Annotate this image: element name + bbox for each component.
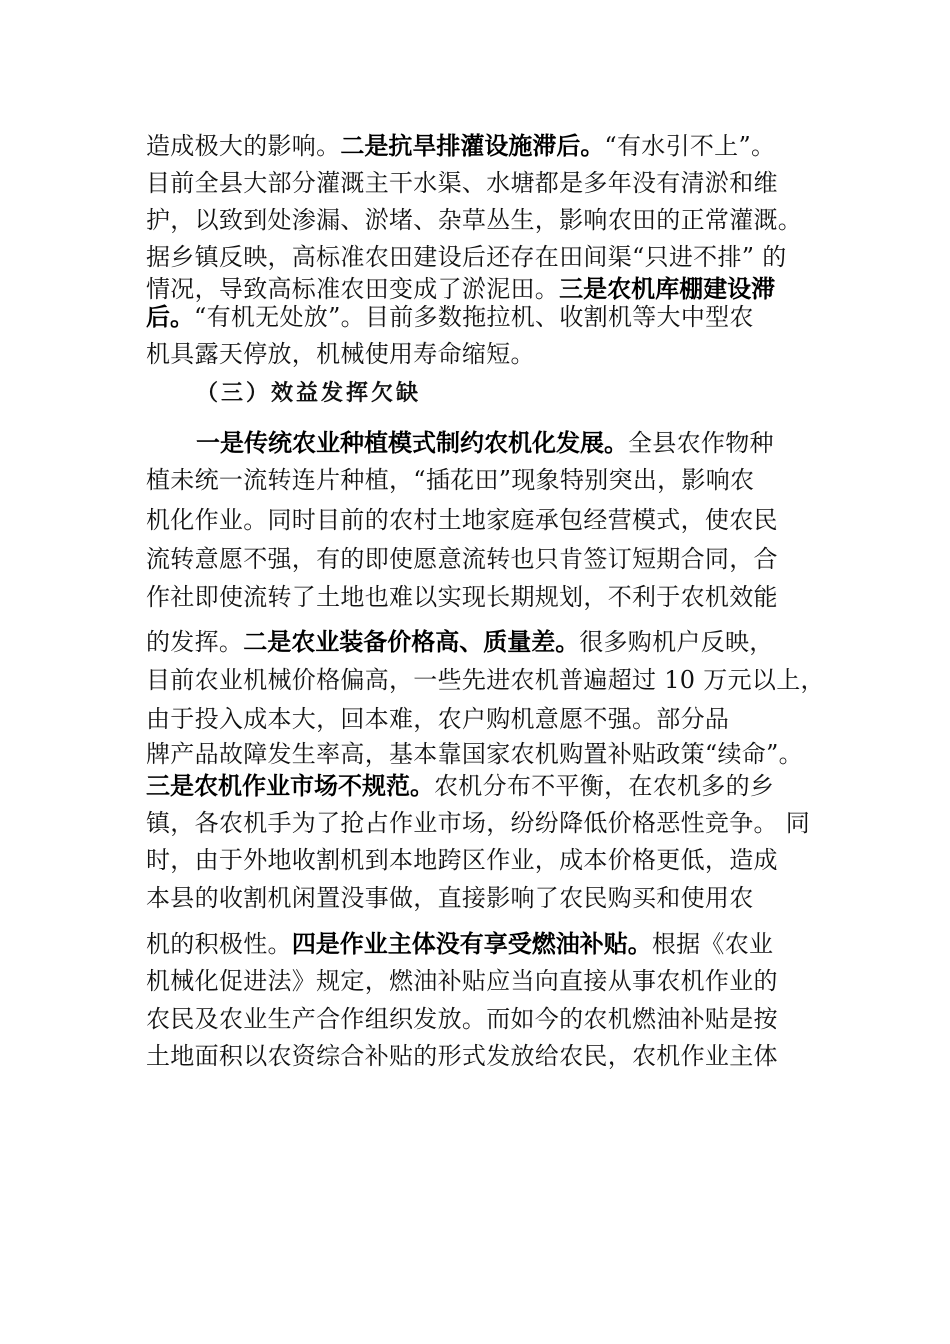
text-line: 机具露天停放，机械使用寿命缩短。 <box>146 340 535 368</box>
text-run: 造成极大的影响。 <box>146 132 341 160</box>
text-line: 镇，各农机手为了抢占作业市场，纷纷降低价格恶性竞争。 同 <box>146 809 811 837</box>
text-line: 牌产品故障发生率高，基本靠国家农机购置补贴政策“续命”。 <box>146 740 803 768</box>
text-line <box>146 302 754 332</box>
text-line: 据乡镇反映，高标准农田建设后还存在田间渠“只进不排” 的 <box>146 243 787 271</box>
text-line <box>146 929 773 959</box>
text-run: 机的积极性。 <box>146 930 292 958</box>
text-line <box>146 274 775 304</box>
text-line: 作社即使流转了土地也难以实现长期规划，不利于农机效能 <box>146 583 778 611</box>
bold-subheading: 二是抗旱排灌设施滞后。 <box>340 132 605 160</box>
text-run: 的发挥。 <box>146 628 244 656</box>
text-line: 目前农业机械价格偏高，一些先进农机普遍超过 10 万元以上， <box>146 666 825 694</box>
text-line: 土地面积以农资综合补贴的形式发放给农民，农机作业主体 <box>146 1042 778 1070</box>
bold-subheading: 三是农机库棚建设滞 <box>559 275 776 303</box>
bold-subheading: 三是农机作业市场不规范。 <box>146 772 434 800</box>
text-run: 很多购机户反映， <box>579 628 774 656</box>
text-line: 本县的收割机闲置没事做，直接影响了农民购买和使用农 <box>146 884 754 912</box>
text-line: 护，以致到处渗漏、淤堵、杂草丛生，影响农田的正常灌溉。 <box>146 206 803 234</box>
bold-subheading: 后。 <box>146 303 194 331</box>
text-line: 机化作业。同时目前的农村土地家庭承包经营模式，使农民 <box>146 506 778 534</box>
text-line: 机械化促进法》规定，燃油补贴应当向直接从事农机作业的 <box>146 967 778 995</box>
text-run: “有机无处放”。目前多数拖拉机、收割机等大中型农 <box>194 303 754 331</box>
text-run: 全县农作物种 <box>628 429 774 457</box>
text-line <box>146 627 774 657</box>
text-run: 情况，导致高标准农田变成了淤泥田。 <box>146 275 560 303</box>
bold-subheading: 二是农业装备价格高、质量差。 <box>243 628 580 656</box>
text-line <box>196 428 774 458</box>
text-line: 流转意愿不强，有的即使愿意流转也只肯签订短期合同，合 <box>146 545 778 573</box>
text-line: 农民及农业生产合作组织发放。而如今的农机燃油补贴是按 <box>146 1005 778 1033</box>
text-line <box>146 771 774 801</box>
text-run: “有水引不上”。 <box>604 132 776 160</box>
text-run: 农机分布不平衡，在农机多的乡 <box>434 772 775 800</box>
section-heading: （三）效益发挥欠缺 <box>196 380 422 406</box>
bold-subheading: 四是作业主体没有享受燃油补贴。 <box>291 930 652 958</box>
text-line: 目前全县大部分灌溉主干水渠、水塘都是多年没有清淤和维 <box>146 169 778 197</box>
text-line: 时，由于外地收割机到本地跨区作业，成本价格更低，造成 <box>146 846 778 874</box>
text-line: 植未统一流转连片种植，“插花田”现象特别突出，影响农 <box>146 466 755 494</box>
text-line <box>146 131 775 161</box>
bold-subheading: 一是传统农业种植模式制约农机化发展。 <box>196 429 628 457</box>
text-line: 由于投入成本大，回本难，农户购机意愿不强。部分品 <box>146 705 730 733</box>
text-run: 根据《农业 <box>651 930 774 958</box>
